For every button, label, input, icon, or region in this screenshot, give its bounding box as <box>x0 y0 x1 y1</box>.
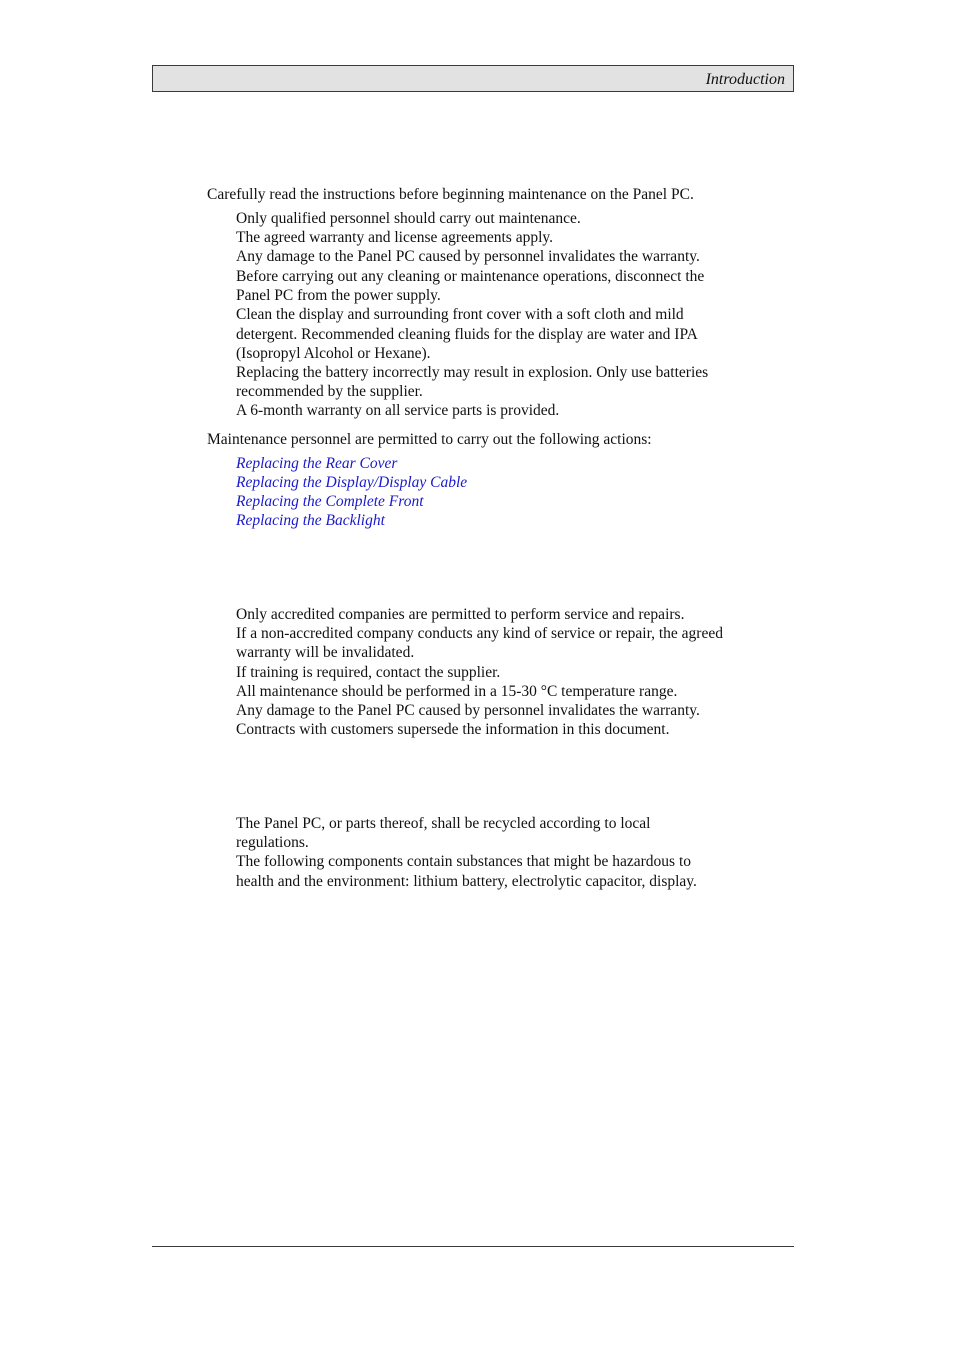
maintenance-item: detergent. Recommended cleaning fluids for the display are water and IPA <box>236 326 698 343</box>
link-replacing-rear-cover[interactable]: Replacing the Rear Cover <box>236 455 398 472</box>
maintenance-item: A 6-month warranty on all service parts is provided. <box>236 402 560 419</box>
header-title: Introduction <box>705 71 785 88</box>
service-item: All maintenance should be performed in a 15-30 °C temperature range. <box>236 683 678 700</box>
link-replacing-display-cable[interactable]: Replacing the Display/Display Cable <box>236 474 468 491</box>
service-item: Only accredited companies are permitted to perform service and repairs. <box>236 606 685 623</box>
recycling-item: The Panel PC, or parts thereof, shall be recycled according to local <box>236 815 651 832</box>
recycling-item: The following components contain substances that might be hazardous to <box>236 853 691 870</box>
service-item: Contracts with customers supersede the information in this document. <box>236 721 670 738</box>
maintenance-item: Before carrying out any cleaning or maintenance operations, disconnect the <box>236 268 705 285</box>
maintenance-item: (Isopropyl Alcohol or Hexane). <box>236 345 431 362</box>
maintenance-item: Panel PC from the power supply. <box>236 287 441 304</box>
actions-intro: Maintenance personnel are permitted to carry out the following actions: <box>207 431 652 448</box>
service-item: If a non-accredited company conducts any kind of service or repair, the agreed <box>236 625 723 642</box>
maintenance-item: recommended by the supplier. <box>236 383 423 400</box>
page-header <box>152 65 794 92</box>
maintenance-item: Replacing the battery incorrectly may result in explosion. Only use batteries <box>236 364 709 381</box>
maintenance-intro: Carefully read the instructions before beginning maintenance on the Panel PC. <box>207 186 694 203</box>
recycling-item: health and the environment: lithium battery, electrolytic capacitor, display. <box>236 873 697 890</box>
service-item: warranty will be invalidated. <box>236 644 415 661</box>
link-replacing-complete-front[interactable]: Replacing the Complete Front <box>236 493 424 510</box>
service-item: If training is required, contact the supplier. <box>236 664 501 681</box>
service-item: Any damage to the Panel PC caused by personnel invalidates the warranty. <box>236 702 700 719</box>
recycling-item: regulations. <box>236 834 309 851</box>
link-replacing-backlight[interactable]: Replacing the Backlight <box>236 512 385 529</box>
maintenance-item: Only qualified personnel should carry out maintenance. <box>236 210 581 227</box>
maintenance-item: Any damage to the Panel PC caused by personnel invalidates the warranty. <box>236 248 700 265</box>
footer-divider <box>152 1246 794 1247</box>
maintenance-item: Clean the display and surrounding front cover with a soft cloth and mild <box>236 306 684 323</box>
maintenance-item: The agreed warranty and license agreements apply. <box>236 229 554 246</box>
